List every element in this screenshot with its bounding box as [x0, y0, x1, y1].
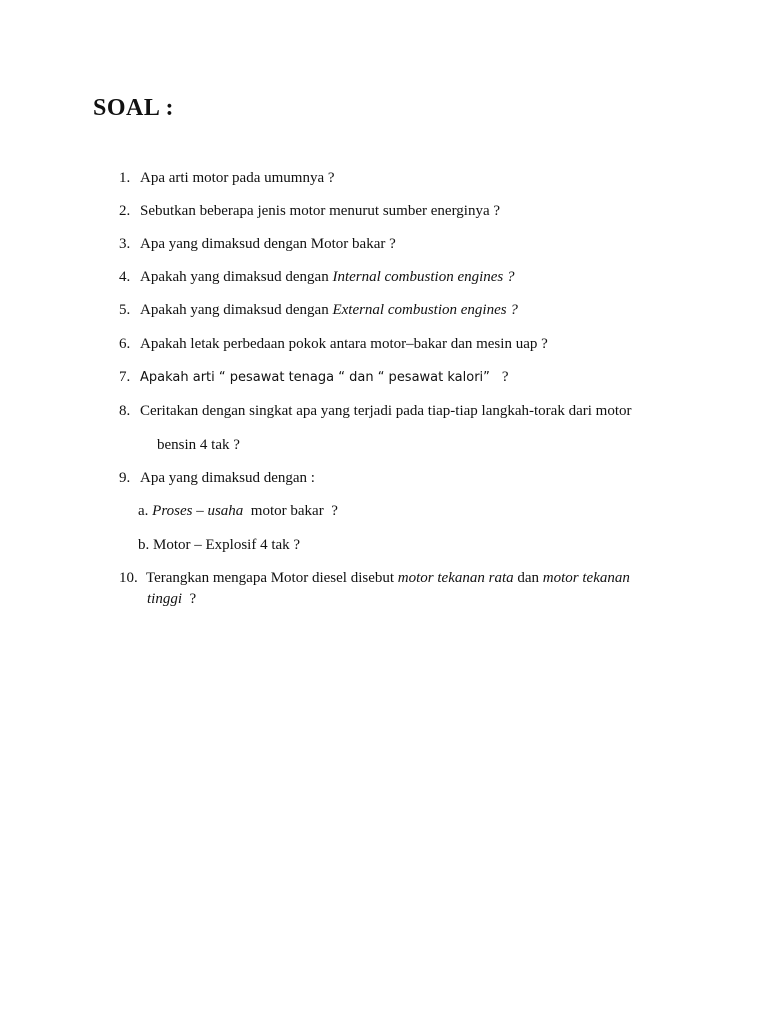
question-number: 6.	[119, 336, 131, 352]
question-9-sub-b	[138, 536, 300, 554]
question-text: Apakah yang dimaksud dengan	[140, 302, 333, 318]
question-number: 10.	[119, 570, 138, 586]
question-3	[119, 235, 396, 253]
question-8	[119, 402, 631, 420]
question-term: tinggi	[147, 591, 183, 607]
question-term: motor tekanan rata	[397, 570, 514, 586]
question-9-sub-a	[138, 502, 338, 520]
question-number: 3.	[119, 236, 131, 252]
question-number: 9.	[119, 470, 131, 486]
sub-text: motor bakar ?	[243, 503, 338, 519]
question-term: Internal combustion engines ?	[332, 269, 515, 285]
page-title: SOAL :	[93, 95, 175, 121]
question-1	[119, 169, 335, 187]
question-mark: ?	[182, 591, 197, 607]
question-text-mid: dan	[513, 570, 543, 586]
question-number: 5.	[119, 302, 131, 318]
question-text: Apakah yang dimaksud dengan	[140, 269, 333, 285]
question-text: Apa yang dimaksud dengan Motor bakar ?	[140, 236, 396, 252]
question-10-continuation	[147, 590, 196, 608]
question-text: Apakah letak perbedaan pokok antara motor–bakar dan mesin uap ?	[140, 336, 548, 352]
question-text: Terangkan mengapa Motor diesel disebut	[146, 570, 398, 586]
question-text: Ceritakan dengan singkat apa yang terjadi pada tiap-tiap langkah-torak dari motor	[140, 403, 632, 419]
question-text: Apakah arti “ pesawat tenaga “ dan “ pesawat kalori”	[140, 370, 490, 385]
question-number: 1.	[119, 170, 131, 186]
question-6	[119, 335, 548, 353]
question-number: 8.	[119, 403, 131, 419]
question-number: 4.	[119, 269, 131, 285]
question-4	[119, 268, 515, 286]
question-2	[119, 202, 500, 220]
question-7	[119, 368, 509, 387]
question-text: Apa yang dimaksud dengan :	[140, 470, 315, 486]
question-5	[119, 301, 518, 319]
sub-label: a.	[138, 503, 149, 519]
question-mark: ?	[501, 369, 509, 385]
question-9	[119, 469, 315, 487]
question-term: External combustion engines ?	[332, 302, 518, 318]
question-number: 2.	[119, 203, 131, 219]
sub-label: b.	[138, 537, 150, 553]
question-text: Sebutkan beberapa jenis motor menurut sumber energinya ?	[140, 203, 501, 219]
question-number: 7.	[119, 369, 131, 385]
sub-text: Motor – Explosif 4 tak ?	[153, 537, 301, 553]
question-text: Apa arti motor pada umumnya ?	[140, 170, 335, 186]
sub-term: Proses – usaha	[152, 503, 244, 519]
question-10	[119, 569, 630, 587]
question-term: motor tekanan	[542, 570, 630, 586]
question-8-continuation: bensin 4 tak ?	[157, 437, 240, 453]
